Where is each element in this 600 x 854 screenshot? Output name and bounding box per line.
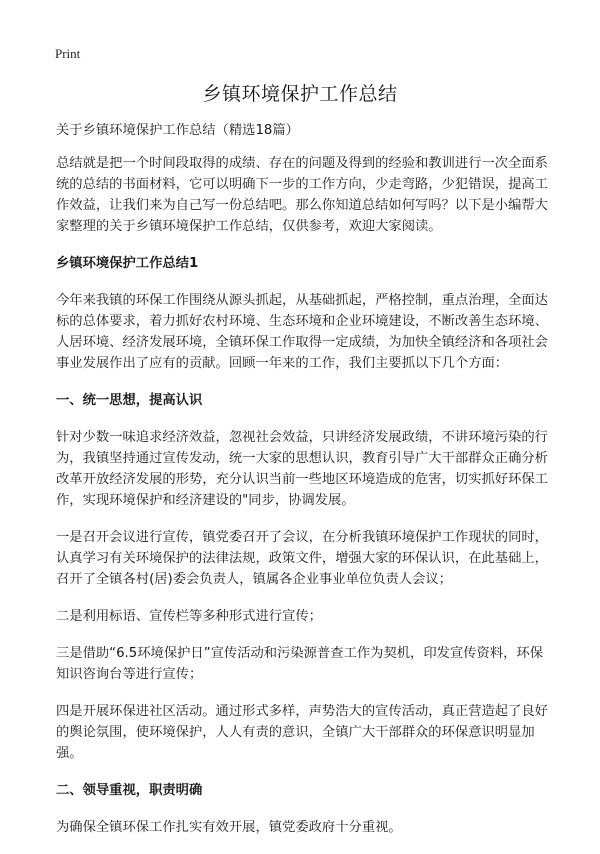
overview-paragraph: 今年来我镇的环保工作围绕从源头抓起，从基础抓起，严格控制，重点治理，全面达标的总体要求，着力抓好农村环境、生态环境和企业环境建设，不断改善生态环境、人居环境、经济发展环境，全镇环保工作取得一定成绩，为加快全镇经济和各项社会事业发展作出了应有的贡献。回顾一年来的工作，我们主要抓以下几个方面： [56,293,548,371]
body-paragraph: 二是利用标语、宣传栏等多种形式进行宣传； [56,609,322,624]
body-paragraph: 四是开展环保进社区活动。通过形式多样，声势浩大的宣传活动，真正营造起了良好的舆论氛围，使环境保护，人人有责的意识，全镇广大干部群众的环保意识明显加强。 [56,704,548,761]
print-link[interactable]: Print [55,46,81,61]
body-paragraph: 为确保全镇环保工作扎实有效开展，镇党委政府十分重视。 [56,820,402,835]
body-paragraph: 一是召开会议进行宣传，镇党委召开了会议，在分析我镇环境保护工作现状的同时，认真学习有关环境保护的法律法规，政策文件，增强大家的环保认识，在此基础上，召开了全镇各村(居)委会负责人，镇属各企业事业单位负责人会议； [56,530,548,587]
page-title: 乡镇环境保护工作总结 [202,83,398,105]
section-heading-summary-1: 乡镇环境保护工作总结1 [56,256,199,271]
body-paragraph: 三是借助“6.5环境保护日”宣传活动和污染源普查工作为契机，印发宣传资料，环保知识咨询台等进行宣传； [56,646,544,682]
document-body [56,120,550,854]
document-subtitle: 关于乡镇环境保护工作总结（精选18篇） [56,123,299,138]
intro-paragraph: 总结就是把一个时间段取得的成绩、存在的问题及得到的经验和教训进行一次全面系统的总结的书面材料，它可以明确下一步的工作方向，少走弯路，少犯错误，提高工作效益，让我们来为自己写一份总结吧。那么你知道总结如何写吗？以下是小编帮大家整理的关于乡镇环境保护工作总结，仅供参考，欢迎大家阅读。 [56,156,548,234]
section-heading-leadership: 二、领导重视，职责明确 [56,783,203,798]
body-paragraph: 针对少数一味追求经济效益，忽视社会效益，只讲经济发展政绩，不讲环境污染的行为，我镇坚持通过宣传发动，统一大家的思想认识，教育引导广大干部群众正确分析改革开放经济发展的形势，充分认识当前一些地区环境造成的危害，切实抓好环保工作，实现环境保护和经济建设的"同步，协调发展。 [56,430,548,508]
section-heading-unify-thinking: 一、统一思想，提高认识 [56,393,203,408]
